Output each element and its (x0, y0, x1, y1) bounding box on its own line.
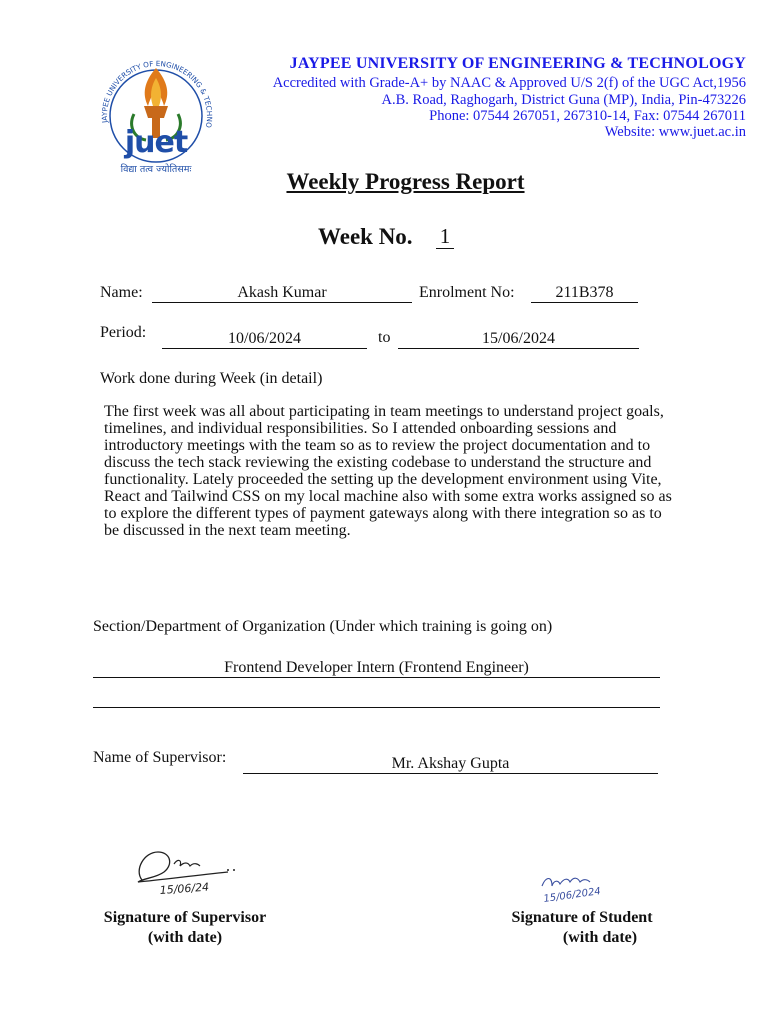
work-label: Work done during Week (in detail) (100, 370, 323, 387)
svg-text:15/06/24: 15/06/24 (159, 880, 210, 897)
logo-motto: विद्या तत्व ज्योतिसमः (120, 164, 192, 175)
svg-text:15/06/2024: 15/06/2024 (542, 886, 602, 905)
period-from-field: 10/06/2024 (162, 330, 367, 349)
student-signature (538, 866, 638, 906)
period-to-label: to (378, 329, 391, 346)
section-blank-line (93, 707, 660, 708)
report-title: Weekly Progress Report (286, 169, 525, 194)
supervisor-label: Name of Supervisor: (93, 749, 227, 766)
accreditation-line: Accredited with Grade-A+ by NAAC & Approved U/S 2(f) of the UGC Act,1956 (272, 75, 746, 91)
university-name: JAYPEE UNIVERSITY OF ENGINEERING & TECHNOLOGY (289, 55, 746, 72)
section-label: Section/Department of Organization (Under which training is going on) (93, 618, 553, 635)
section-field: Frontend Developer Intern (Frontend Engineer) (93, 659, 660, 678)
supervisor-signature-sub: (with date) (147, 929, 223, 946)
name-field: Akash Kumar (152, 284, 412, 303)
phone-line: Phone: 07544 267051, 267310-14, Fax: 07544 267011 (429, 108, 746, 124)
logo-wordmark: juet (124, 125, 188, 160)
student-signature-title: Signature of Student (511, 909, 653, 926)
address-line: A.B. Road, Raghogarh, District Guna (MP), India, Pin-473226 (381, 92, 746, 108)
week-label: Week No. (318, 224, 413, 249)
work-description: The first week was all about participating in team meetings to understand project goals, timelines, and individual responsibilities. So I attended onboarding sessions and introductory meetings with the team so as to review the project documentation and to discuss the tech stack reviewing the existing codebase to understand the structure and functionality. Lately proceeded the setting up the development environment using Vite, React and Tailwind CSS on my local machine also with some extra works assigned so as to explore the different types of payment gateways along with there integration so as to be discussed in the next team meeting. (104, 403, 672, 539)
supervisor-signature (130, 840, 240, 900)
supervisor-signature-title: Signature of Supervisor (103, 909, 267, 926)
svg-text:JAYPEE UNIVERSITY OF ENGINEERI: JAYPEE UNIVERSITY OF ENGINEERING & TECHNO (99, 59, 215, 129)
supervisor-signature-label (93, 908, 277, 948)
enrolment-field: 211B378 (531, 284, 638, 303)
website-line: Website: www.juet.ac.in (604, 124, 746, 140)
student-signature-label (502, 908, 698, 948)
supervisor-field: Mr. Akshay Gupta (243, 755, 658, 774)
period-to-field: 15/06/2024 (398, 330, 639, 349)
enrolment-label: Enrolment No: (419, 284, 515, 301)
university-logo (94, 54, 218, 178)
period-label: Period: (100, 324, 147, 341)
name-label: Name: (100, 284, 143, 301)
week-number: 1 (436, 224, 454, 249)
student-signature-sub: (with date) (562, 929, 638, 946)
